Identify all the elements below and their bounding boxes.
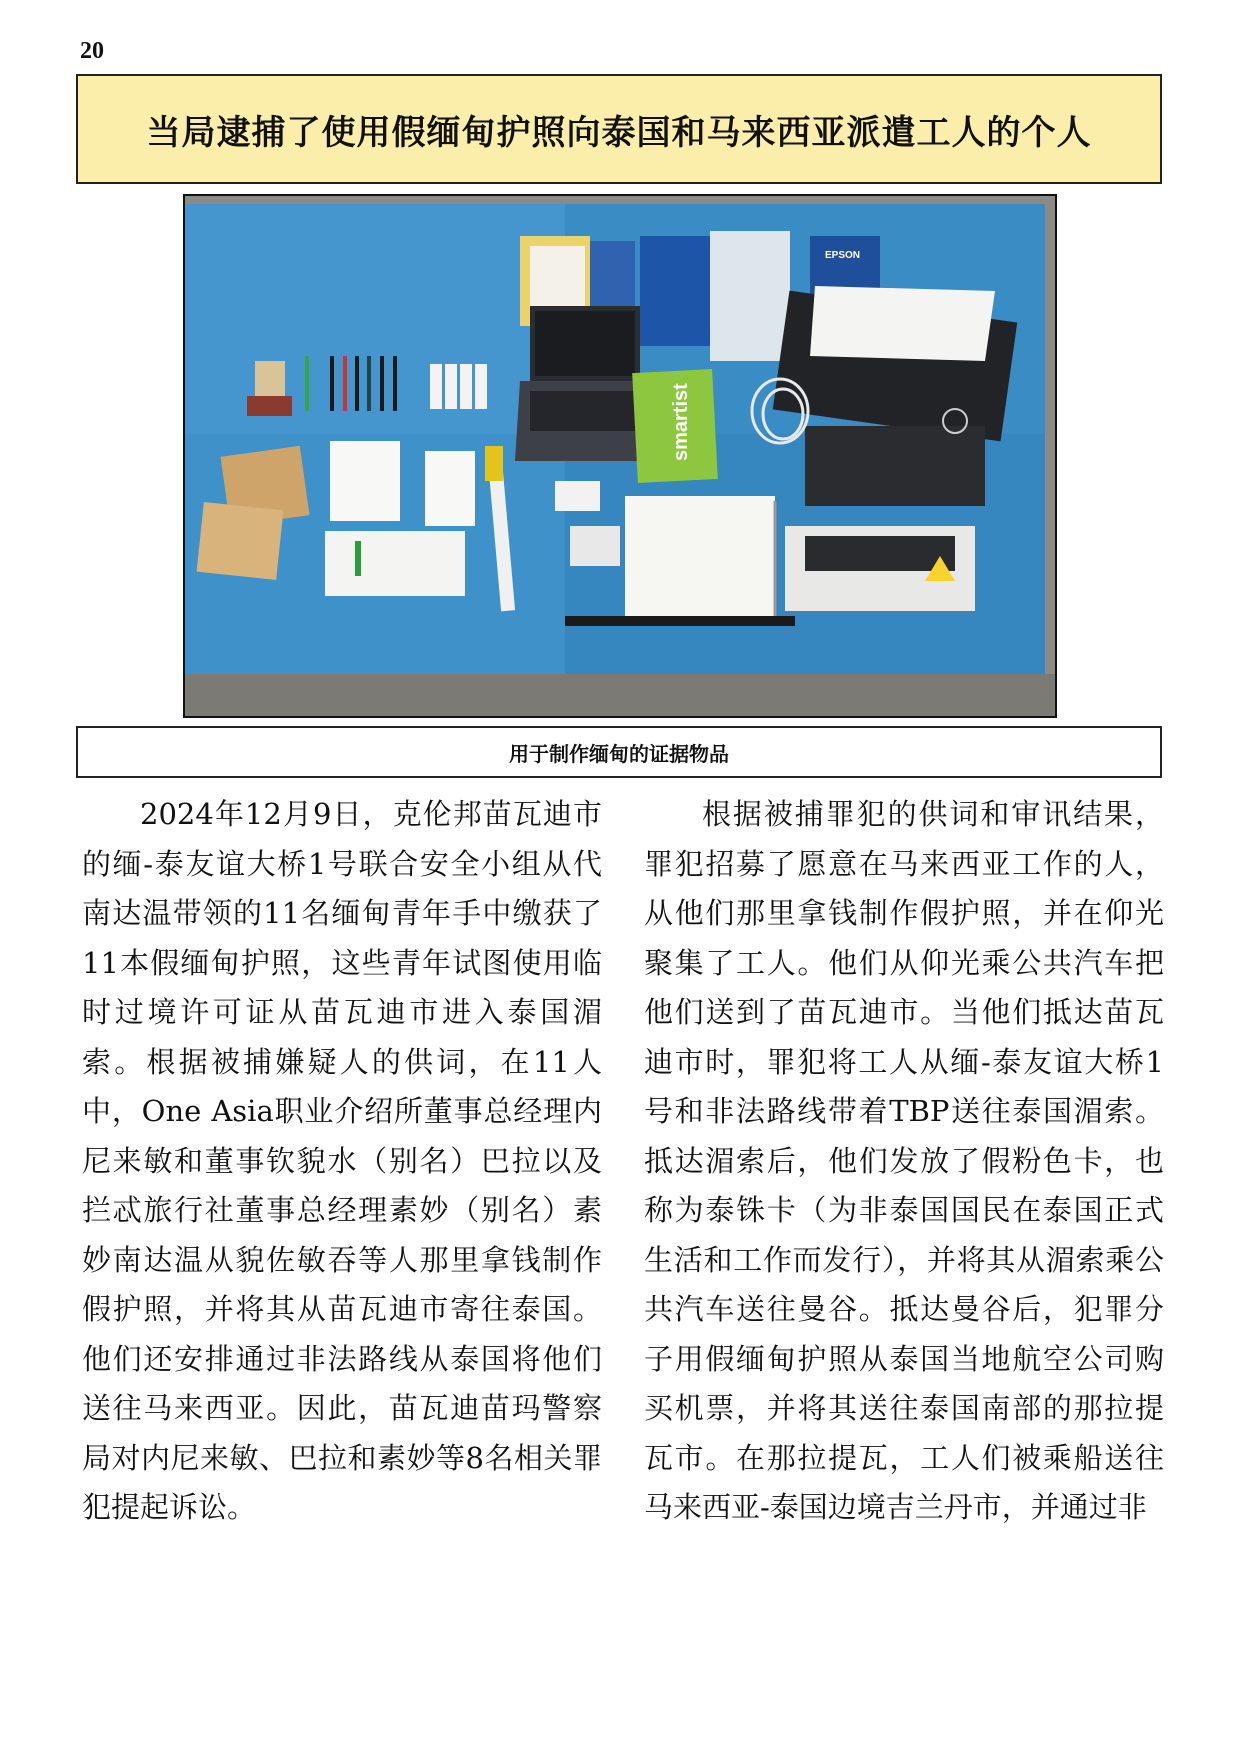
paper-pack-label: smartist — [670, 383, 692, 461]
article-right-column: 根据被捕罪犯的供词和审讯结果，罪犯招募了愿意在马来西亚工作的人，从他们那里拿钱制作假护照，并在仰光聚集了工人。他们从仰光乘公共汽车把他们送到了苗瓦迪市。当他们抵达苗瓦迪市时，罪犯将工人从缅-泰友谊大桥1号和非法路线带着TBP送往泰国湄索。抵达湄索后，他们发放了假粉色卡，也称为泰铢卡（为非泰国国民在泰国正式生活和工作而发行），并将其从湄索乘公共汽车送往曼谷。抵达曼谷后，犯罪分子用假缅甸护照从泰国当地航空公司购买机票，并将其送往泰国南部的那拉提瓦市。在那拉提瓦，工人们被乘船送往马来西亚-泰国边境吉兰丹市，并通过非 — [644, 797, 1164, 1524]
page-number: 20 — [80, 38, 104, 64]
photo-caption-box — [76, 726, 1162, 778]
evidence-photo — [183, 194, 1057, 718]
headline: 当局逮捕了使用假缅甸护照向泰国和马来西亚派遣工人的个人 — [146, 112, 1092, 153]
photo-caption: 用于制作缅甸的证据物品 — [509, 741, 729, 766]
scanner-brand-label: EPSON — [825, 250, 861, 261]
article-left-column: 2024年12月9日，克伦邦苗瓦迪市的缅-泰友谊大桥1号联合安全小组从代南达温带领的11名缅甸青年手中缴获了11本假缅甸护照，这些青年试图使用临时过境许可证从苗瓦迪市进入泰国湄索。根据被捕嫌疑人的供词，在11人中，One Asia职业介绍所董事总经理内尼来敏和董事钦貌水（别名）巴拉以及拦忒旅行社董事总经理素妙（别名）素妙南达温从貌佐敏吞等人那里拿钱制作假护照，并将其从苗瓦迪市寄往泰国。他们还安排通过非法路线从泰国将他们送往马来西亚。因此，苗瓦迪苗玛警察局对内尼来敏、巴拉和素妙等8名相关罪犯提起诉讼。 — [82, 797, 602, 1524]
headline-banner — [76, 74, 1162, 184]
